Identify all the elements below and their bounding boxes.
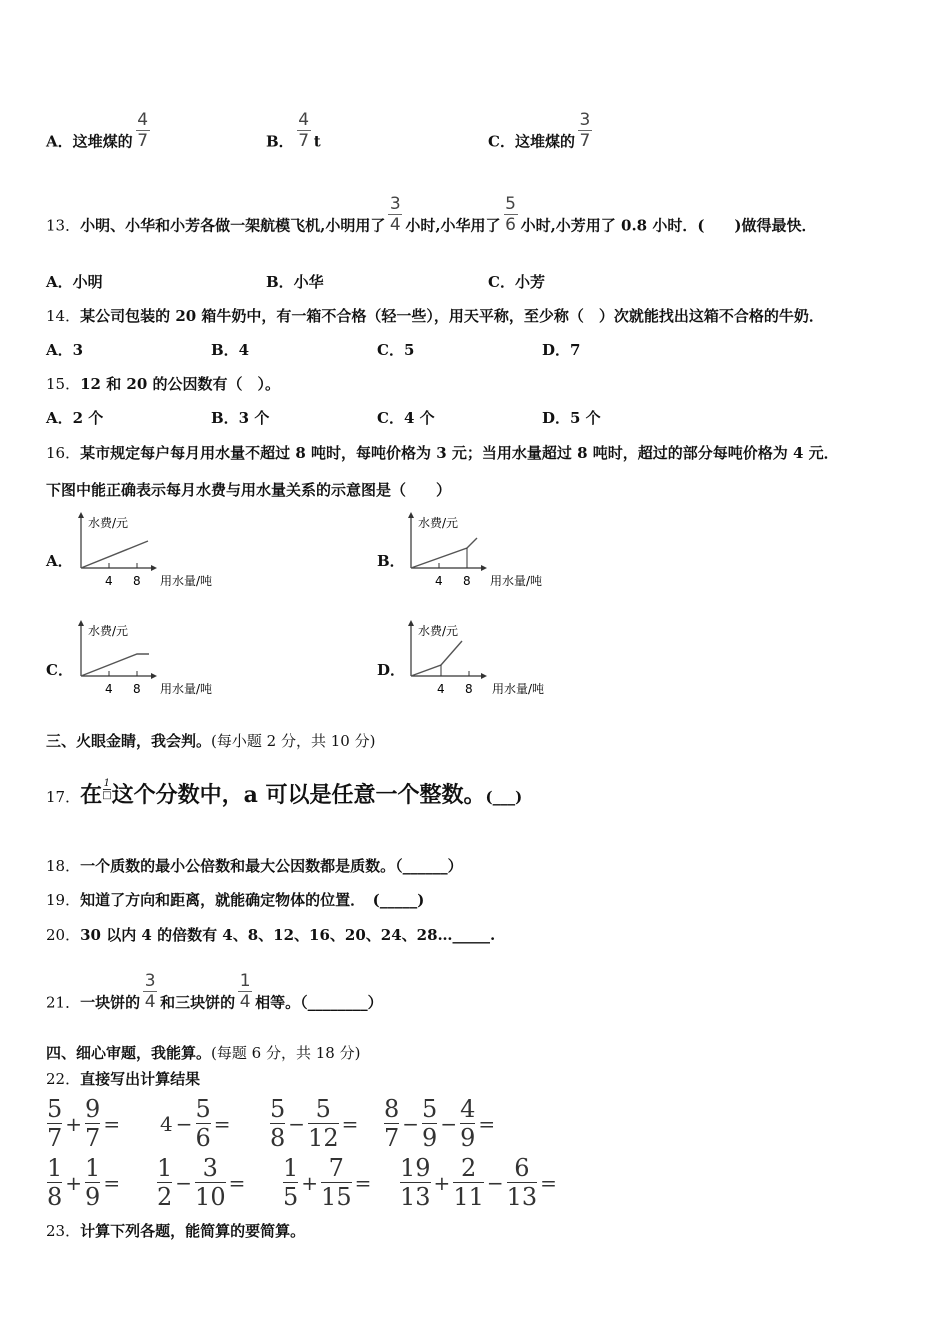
fraction: $\frac{4}{7}$ xyxy=(298,110,310,151)
q16-option-a-label[interactable]: A． xyxy=(46,552,73,570)
fraction: $\frac{3}{7}$ xyxy=(579,110,591,151)
question-15: 15．12 和 20 的公因数有（ ）。 xyxy=(46,375,281,393)
calc-1-4 xyxy=(384,1096,498,1151)
x-axis-label: 用水量/吨 xyxy=(490,574,543,588)
calc-2-1 xyxy=(47,1155,123,1210)
operator: − xyxy=(175,1170,193,1195)
denominator: 7 xyxy=(47,1124,63,1152)
fraction xyxy=(47,1096,62,1151)
equals-sign: = xyxy=(103,1111,121,1136)
fraction: $\frac{3}{4}$ xyxy=(389,194,401,235)
q16-graph-a[interactable] xyxy=(76,510,226,590)
fraction: $\frac{1}{4}$ xyxy=(239,971,251,1012)
numerator: 4 xyxy=(460,1095,476,1123)
fraction: $\frac{3}{4}$ xyxy=(144,971,156,1012)
q12-option-c[interactable]: C．这堆煤的 $\frac{3}{7}$ xyxy=(488,110,591,151)
fraction xyxy=(195,1155,226,1210)
q15-option-c[interactable]: C．4 个 xyxy=(377,409,435,427)
tick-label: 8 xyxy=(133,574,141,588)
denominator: 9 xyxy=(422,1124,438,1152)
question-17: 17．在 1 □ 这个分数中，a 可以是任意一个整数。(___) xyxy=(46,778,523,808)
y-axis-label: 水费/元 xyxy=(418,516,459,530)
x-axis-label: 用水量/吨 xyxy=(160,574,213,588)
fraction: $\frac{5}{6}$ xyxy=(505,194,516,235)
numerator: 6 xyxy=(514,1154,530,1182)
q16-option-d-label[interactable]: D． xyxy=(377,661,406,679)
question-13: 13．小明、小华和小芳各做一架航模飞机,小明用了 $\frac{3}{4}$ 小时,小华用了 $\frac{5}{6}$ 小时,小芳用了 0.8 小时．( )做得最快． xyxy=(46,194,817,235)
fraction xyxy=(283,1155,298,1210)
equals-sign: = xyxy=(228,1170,246,1195)
fraction xyxy=(507,1155,538,1210)
calc-1-3 xyxy=(270,1096,361,1151)
question-19: 19．知道了方向和距离，就能确定物体的位置． (_____) xyxy=(46,891,425,909)
question-16-prompt: 下图中能正确表示每月水费与用水量关系的示意图是（ ） xyxy=(46,481,452,499)
section-4-heading: 四、细心审题，我能算。(每题 6 分，共 18 分) xyxy=(46,1044,361,1062)
denominator: 7 xyxy=(384,1124,400,1152)
question-22: 22．直接写出计算结果 xyxy=(46,1070,201,1088)
operator: + xyxy=(433,1170,451,1195)
x-axis-label: 用水量/吨 xyxy=(492,682,545,696)
numerator: 5 xyxy=(422,1095,438,1123)
q16-graph-c[interactable] xyxy=(76,618,226,698)
fraction: $\frac{4}{7}$ xyxy=(137,110,149,151)
fraction xyxy=(400,1155,431,1210)
q12-option-b[interactable]: B． $\frac{4}{7}$ t xyxy=(266,110,321,151)
operator: − xyxy=(486,1170,504,1195)
numerator: 9 xyxy=(85,1095,101,1123)
numerator: 5 xyxy=(315,1095,331,1123)
denominator: 6 xyxy=(195,1124,211,1152)
numerator: 2 xyxy=(460,1154,477,1182)
numerator: 3 xyxy=(202,1154,218,1182)
denominator: 9 xyxy=(460,1124,476,1152)
numerator: 8 xyxy=(384,1095,400,1123)
denominator: 13 xyxy=(400,1183,431,1211)
q13-option-b[interactable]: B．小华 xyxy=(266,273,324,291)
denominator: 5 xyxy=(283,1183,299,1211)
tick-label: 4 xyxy=(105,574,113,588)
q15-option-d[interactable]: D．5 个 xyxy=(542,409,601,427)
fraction xyxy=(422,1096,437,1151)
question-23: 23．计算下列各题，能简算的要简算。 xyxy=(46,1222,306,1240)
numerator: 5 xyxy=(195,1095,211,1123)
equals-sign: = xyxy=(478,1111,496,1136)
equals-sign: = xyxy=(213,1111,231,1136)
numerator: 1 xyxy=(85,1154,101,1182)
y-axis-label: 水费/元 xyxy=(88,516,129,530)
fraction xyxy=(453,1155,484,1210)
section-3-heading: 三、火眼金睛，我会判。(每小题 2 分，共 10 分) xyxy=(46,732,376,750)
question-18: 18．一个质数的最小公倍数和最大公因数都是质数。（______） xyxy=(46,857,463,875)
q14-option-c[interactable]: C．5 xyxy=(377,341,415,359)
operator: − xyxy=(402,1111,420,1136)
fraction xyxy=(47,1155,62,1210)
calc-2-2 xyxy=(157,1155,248,1210)
y-axis-label: 水费/元 xyxy=(418,624,459,638)
fraction xyxy=(384,1096,399,1151)
fraction xyxy=(270,1096,285,1151)
fraction: 1 □ xyxy=(102,778,112,801)
tick-label: 8 xyxy=(465,682,473,696)
q15-option-b[interactable]: B．3 个 xyxy=(211,409,270,427)
q14-option-a[interactable]: A．3 xyxy=(46,341,84,359)
q16-option-c-label[interactable]: C． xyxy=(46,661,73,679)
denominator: 11 xyxy=(453,1183,484,1211)
q16-graph-b[interactable] xyxy=(406,510,556,590)
fraction xyxy=(460,1096,475,1151)
calc-2-3 xyxy=(283,1155,374,1210)
equals-sign: = xyxy=(103,1170,121,1195)
numerator: 1 xyxy=(47,1154,63,1182)
denominator: 9 xyxy=(85,1183,101,1211)
fraction xyxy=(85,1155,100,1210)
operator: − xyxy=(288,1111,306,1136)
denominator: 10 xyxy=(195,1183,226,1211)
whole-number: 4 xyxy=(160,1111,173,1136)
tick-label: 4 xyxy=(435,574,443,588)
fraction xyxy=(157,1155,172,1210)
tick-label: 4 xyxy=(437,682,445,696)
equals-sign: = xyxy=(354,1170,372,1195)
numerator: 5 xyxy=(270,1095,286,1123)
denominator: 13 xyxy=(506,1183,538,1211)
fraction xyxy=(308,1096,339,1151)
question-20: 20．30 以内 4 的倍数有 4、8、12、16、20、24、28…_____. xyxy=(46,926,496,944)
numerator: 19 xyxy=(400,1154,431,1182)
x-axis-label: 用水量/吨 xyxy=(160,682,213,696)
denominator: 15 xyxy=(321,1183,352,1211)
operator: − xyxy=(440,1111,458,1136)
denominator: 8 xyxy=(270,1124,286,1152)
numerator: 1 xyxy=(283,1154,299,1182)
calc-2-4 xyxy=(400,1155,560,1210)
question-14: 14．某公司包装的 20 箱牛奶中，有一箱不合格（轻一些），用天平称，至少称（ ）次就能找出这箱不合格的牛奶． xyxy=(46,307,824,325)
operator: − xyxy=(175,1111,193,1136)
tick-label: 8 xyxy=(463,574,471,588)
q12-option-a[interactable]: A．这堆煤的 $\frac{4}{7}$ xyxy=(46,110,149,151)
equals-sign: = xyxy=(540,1170,557,1195)
numerator: 1 xyxy=(157,1154,173,1182)
operator: + xyxy=(65,1170,83,1195)
question-16: 16．某市规定每户每月用水量不超过 8 吨时，每吨价格为 3 元；当用水量超过 8 吨时，超过的部分每吨价格为 4 元． xyxy=(46,444,839,462)
q16-graph-d[interactable] xyxy=(406,618,556,698)
q14-option-b[interactable]: B．4 xyxy=(211,341,250,359)
fraction xyxy=(321,1155,352,1210)
fraction xyxy=(196,1096,211,1151)
denominator: 2 xyxy=(157,1183,173,1211)
tick-label: 4 xyxy=(105,682,113,696)
question-21: 21．一块饼的 $\frac{3}{4}$ 和三块饼的 $\frac{1}{4}$ 相等。（________） xyxy=(46,971,383,1012)
tick-label: 8 xyxy=(133,682,141,696)
denominator: 12 xyxy=(308,1124,339,1152)
q15-option-a[interactable]: A．2 个 xyxy=(46,409,104,427)
numerator: 5 xyxy=(47,1095,63,1123)
numerator: 7 xyxy=(328,1154,344,1182)
calc-1-2 xyxy=(160,1096,234,1151)
equals-sign: = xyxy=(341,1111,359,1136)
q13-option-c[interactable]: C．小芳 xyxy=(488,273,545,291)
denominator: 8 xyxy=(47,1183,63,1211)
denominator: 7 xyxy=(85,1124,101,1152)
operator: + xyxy=(65,1111,83,1136)
q16-option-b-label[interactable]: B． xyxy=(377,552,405,570)
q14-option-d[interactable]: D．7 xyxy=(542,341,581,359)
fraction xyxy=(85,1096,100,1151)
calc-1-1 xyxy=(47,1096,123,1151)
q13-option-a[interactable]: A．小明 xyxy=(46,273,103,291)
operator: + xyxy=(301,1170,319,1195)
y-axis-label: 水费/元 xyxy=(88,624,129,638)
